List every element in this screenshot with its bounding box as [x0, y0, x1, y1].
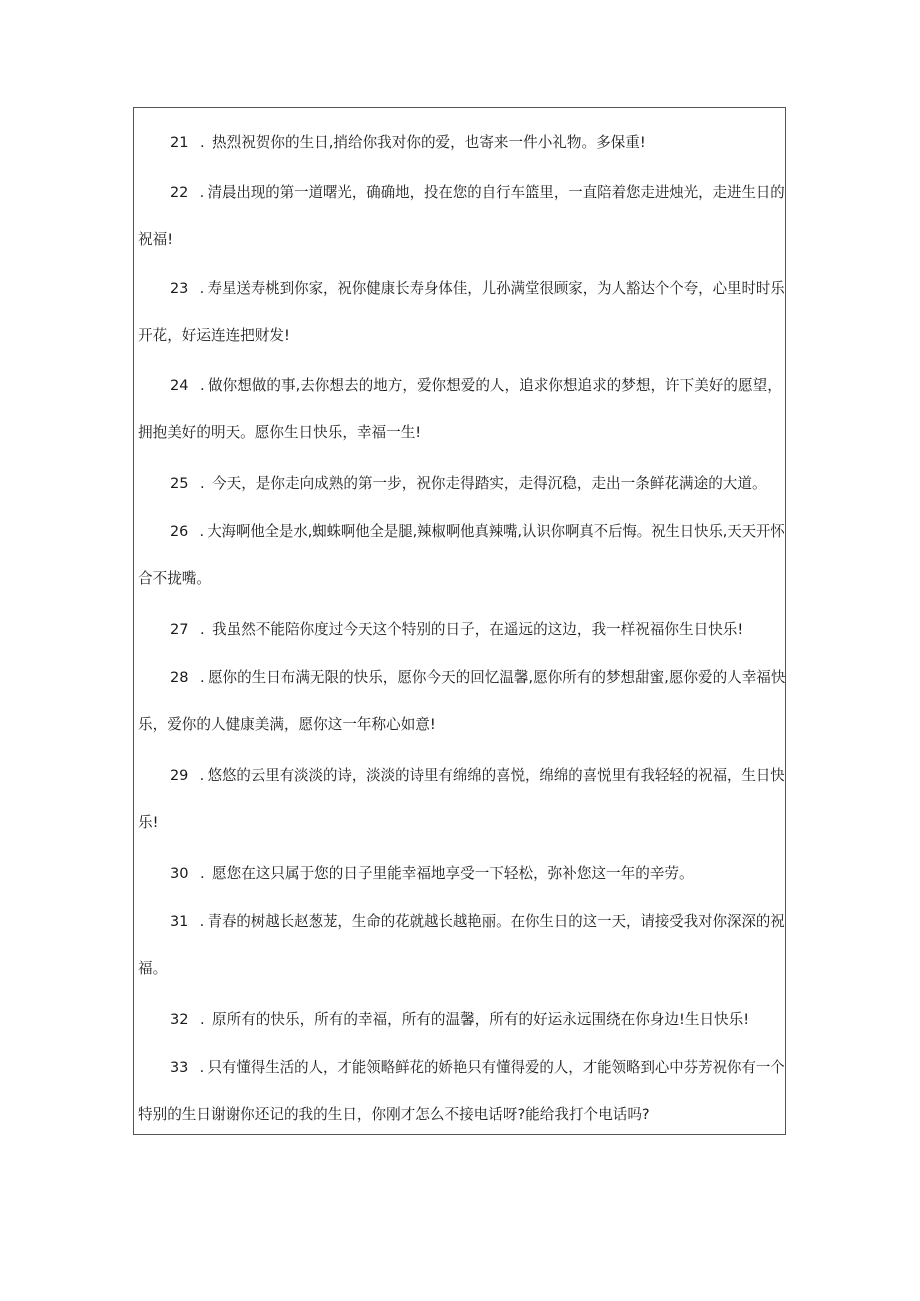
entry-text: 愿你的生日布满无限的快乐，愿你今天的回忆温馨,愿你所有的梦想甜蜜,愿你爱的人幸福快 [207, 669, 786, 686]
entry-text: 大海啊他全是水,蜘蛛啊他全是腿,辣椒啊他真辣嘴,认识你啊真不后悔。祝生日快乐,天天开怀 [207, 523, 785, 540]
entry-text: 热烈祝贺你的生日,捎给你我对你的爱，也寄来一件小礼物。多保重! [212, 134, 646, 151]
entry-line: 28 . 愿你的生日布满无限的快乐，愿你今天的回忆温馨,愿你所有的梦想甜蜜,愿你爱的人幸福快 [170, 669, 786, 686]
entry-number: 32 [170, 1011, 189, 1028]
entry-text: 悠悠的云里有淡淡的诗，淡淡的诗里有绵绵的喜悦，绵绵的喜悦里有我轻轻的祝福，生日快 [207, 767, 785, 784]
entry-line: 21 . 热烈祝贺你的生日,捎给你我对你的爱，也寄来一件小礼物。多保重! [170, 134, 646, 151]
entry-number: 29 [170, 767, 189, 784]
entry-number: 31 [170, 913, 189, 930]
document-frame [133, 107, 786, 1135]
entry-line: 33 . 只有懂得生活的人，才能领略鲜花的娇艳只有懂得爱的人，才能领略到心中芬芳祝你有一个 [170, 1059, 785, 1076]
entry-number: 25 [170, 475, 189, 492]
entry-line: 24 . 做你想做的事,去你想去的地方，爱你想爱的人，追求你想追求的梦想，许下美好的愿望， [170, 377, 782, 394]
entry-line-continued: 合不拢嘴。 [138, 570, 211, 587]
entry-text: 做你想做的事,去你想去的地方，爱你想爱的人，追求你想追求的梦想，许下美好的愿望， [208, 377, 782, 394]
entry-line: 32 . 原所有的快乐，所有的幸福，所有的温馨，所有的好运永远围绕在你身边!生日快乐! [170, 1011, 750, 1028]
entry-line-continued: 乐，爱你的人健康美满，愿你这一年称心如意! [138, 716, 436, 733]
entry-line: 25 . 今天，是你走向成熟的第一步，祝你走得踏实，走得沉稳，走出一条鲜花满途的大道。 [170, 475, 767, 492]
entry-number: 24 [170, 377, 189, 394]
entry-text: 清晨出现的第一道曙光，确确地，投在您的自行车篮里，一直陪着您走进烛光，走进生日的 [207, 184, 785, 201]
entry-line-continued: 开花，好运连连把财发! [138, 327, 290, 344]
entry-text: 原所有的快乐，所有的幸福，所有的温馨，所有的好运永远围绕在你身边!生日快乐! [212, 1011, 750, 1028]
entry-number: 21 [170, 134, 189, 151]
entry-line-continued: 乐! [138, 814, 159, 831]
entry-text: 青春的树越长赵葱茏，生命的花就越长越艳丽。在你生日的这一天，请接受我对你深深的祝 [207, 913, 785, 930]
entry-line-continued: 拥抱美好的明天。愿你生日快乐，幸福一生! [138, 424, 422, 441]
entry-text: 愿您在这只属于您的日子里能幸福地享受一下轻松，弥补您这一年的辛劳。 [212, 865, 694, 882]
entry-line: 27 . 我虽然不能陪你度过今天这个特别的日子，在遥远的这边，我一样祝福你生日快乐! [170, 621, 744, 638]
entry-line-continued: 祝福! [138, 231, 174, 248]
entry-line-continued: 福。 [138, 960, 168, 977]
entry-line: 30 . 愿您在这只属于您的日子里能幸福地享受一下轻松，弥补您这一年的辛劳。 [170, 865, 694, 882]
entry-number: 23 [170, 280, 189, 297]
entry-number: 27 [170, 621, 189, 638]
entry-line: 26 . 大海啊他全是水,蜘蛛啊他全是腿,辣椒啊他真辣嘴,认识你啊真不后悔。祝生日快乐,天天开怀 [170, 523, 785, 540]
entry-text: 我虽然不能陪你度过今天这个特别的日子，在遥远的这边，我一样祝福你生日快乐! [212, 621, 744, 638]
entry-number: 28 [170, 669, 189, 686]
entry-line: 29 . 悠悠的云里有淡淡的诗，淡淡的诗里有绵绵的喜悦，绵绵的喜悦里有我轻轻的祝福，生日快 [170, 767, 785, 784]
entry-text: 寿星送寿桃到你家，祝你健康长寿身体佳，儿孙满堂很顾家，为人豁达个个夸，心里时时乐 [207, 280, 785, 297]
entry-line-continued: 特别的生日谢谢你还记的我的生日，你刚才怎么不接电话呀?能给我打个电话吗? [138, 1106, 650, 1123]
entry-line: 22 . 清晨出现的第一道曙光，确确地，投在您的自行车篮里，一直陪着您走进烛光，走进生日的 [170, 184, 785, 201]
entry-text: 今天，是你走向成熟的第一步，祝你走得踏实，走得沉稳，走出一条鲜花满途的大道。 [212, 475, 767, 492]
entry-number: 22 [170, 184, 189, 201]
entry-text: 只有懂得生活的人，才能领略鲜花的娇艳只有懂得爱的人，才能领略到心中芬芳祝你有一个 [207, 1059, 785, 1076]
entry-line: 31 . 青春的树越长赵葱茏，生命的花就越长越艳丽。在你生日的这一天，请接受我对你深深的祝 [170, 913, 785, 930]
entry-number: 30 [170, 865, 189, 882]
entry-number: 33 [170, 1059, 189, 1076]
entry-line: 23 . 寿星送寿桃到你家，祝你健康长寿身体佳，儿孙满堂很顾家，为人豁达个个夸，心里时时乐 [170, 280, 785, 297]
entry-number: 26 [170, 523, 189, 540]
